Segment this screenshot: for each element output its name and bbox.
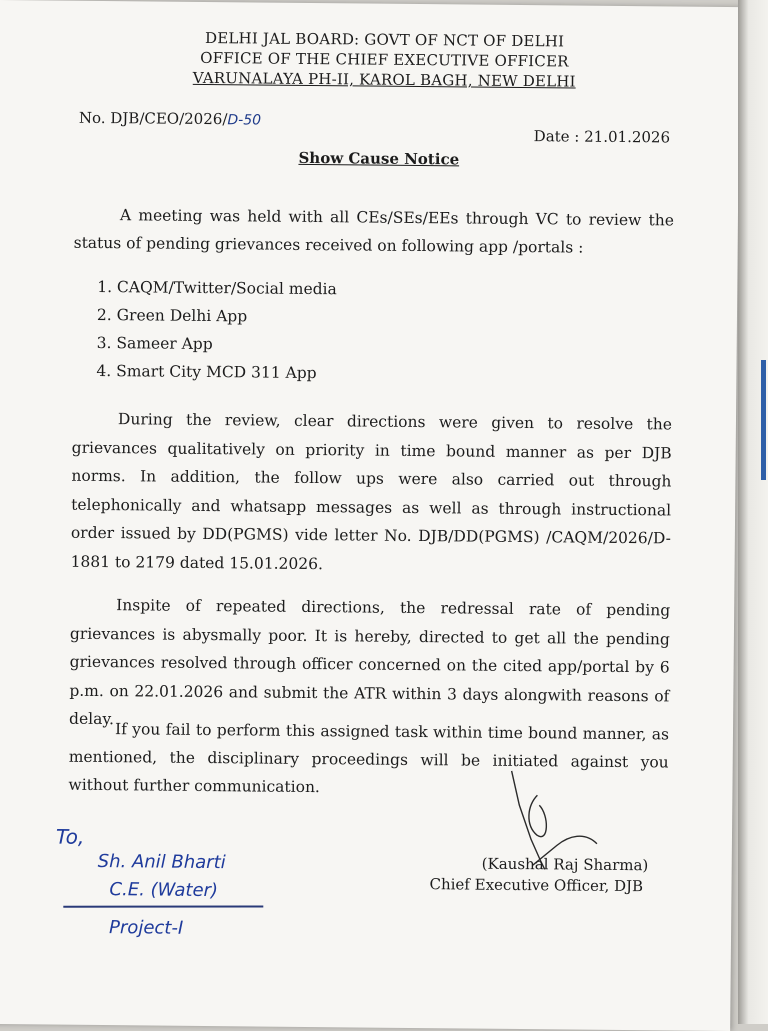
- list-item: 2. Green Delhi App: [96, 305, 248, 326]
- reference-number: [79, 109, 261, 129]
- addressee-designation: C.E. (Water): [109, 879, 219, 902]
- signatory-name: (Kaushal Raj Sharma): [481, 854, 649, 875]
- portal-list: [96, 273, 337, 387]
- letterhead-org: DELHI JAL BOARD: GOVT OF NCT OF DELHI: [204, 28, 565, 51]
- paragraph-warning: If you fail to perform this assigned task within time bound manner, as mentioned, the disciplinary proceedings will be initiated against you without further communication.: [68, 720, 670, 797]
- next-page-edge: [738, 0, 768, 1024]
- paragraph-review: During the review, clear directions were given to resolve the grievances qualitatively on priority in time bound manner as per DJB norms. In addition, the follow ups were also carried out through telephonically and whatsapp messages as well as through instructional order issued by DD(PGMS) vide letter No. DJB/DD(PGMS) /CAQM/2026/D-1881 to 2179 dated 15.01.2026.: [70, 410, 673, 573]
- list-item: 4. Smart City MCD 311 App: [96, 361, 317, 383]
- notice-title: Show Cause Notice: [298, 148, 460, 169]
- addressee-name: Sh. Anil Bharti: [97, 850, 226, 874]
- addressee-to: To,: [55, 824, 85, 849]
- letterhead-address: VARUNALAYA PH-II, KAROL BAGH, NEW DELHI: [192, 68, 576, 91]
- signatory-designation: Chief Executive Officer, DJB: [429, 875, 644, 896]
- list-item: 3. Sameer App: [96, 333, 213, 354]
- reference-printed: No. DJB/CEO/2026/: [78, 108, 228, 129]
- paragraph-directions: Inspite of repeated directions, the redressal rate of pending grievances is abysmally poor. It is hereby, directed to get all the pending grievances resolved through officer concerned on the cited app/portal by 6 p.m. on 22.01.2026 and submit the ATR within 3 days alongwith reasons of delay.: [69, 596, 671, 729]
- letterhead-office: OFFICE OF THE CHIEF EXECUTIVE OFFICER: [200, 48, 569, 71]
- addressee-underline: [63, 906, 263, 908]
- addressee-office: Project-I: [109, 917, 184, 939]
- letterhead: [174, 28, 595, 92]
- paragraph-meeting: A meeting was held with all CEs/SEs/EEs through VC to review the status of pending grievances received on following app /portals :: [73, 206, 675, 257]
- reference-handwritten: D-50: [227, 112, 262, 129]
- edge-color-mark: [761, 360, 766, 480]
- notice-date: Date : 21.01.2026: [533, 127, 671, 147]
- list-item: 1. CAQM/Twitter/Social media: [97, 277, 337, 299]
